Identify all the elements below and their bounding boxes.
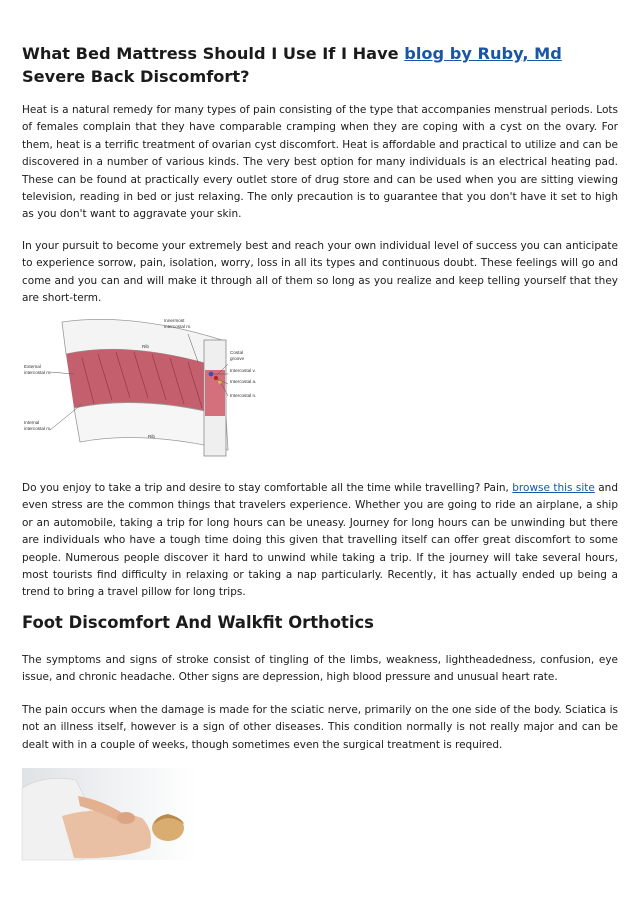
paragraph-travel — [22, 480, 618, 602]
label-rib-bottom: Rib — [148, 434, 155, 439]
travel-text-end: and even stress are the common things that travelers experience. Whether you are going to ride an airplane, a ship or an automobile, taking a trip for long hours can be uneasy. Journey for long hours can be unwinding but there are individuals who have a tough time doing this given that travelling itself can offer great discomfort to some people. Numerous people discover it hard to unwind while taking a trip. If the journey will take several hours, most tourists find difficulty in relaxing or taking a nap particularly. Recently, it has actually ended up being a trend to bring a travel pillow for long trips. — [22, 482, 618, 599]
label-intercostal-vein: Intercostal v. — [230, 368, 256, 373]
title-text-end: Severe Back Discomfort? — [22, 67, 250, 86]
title-link[interactable]: blog by Ruby, Md — [404, 44, 562, 63]
paragraph-stroke: The symptoms and signs of stroke consist of tingling of the limbs, weakness, lightheadedness, confusion, eye issue, and chronic headache. Other signs are depression, high blood pressure and unusual heart rate. — [22, 654, 618, 684]
label-external-muscle: intercostal m. — [24, 370, 52, 375]
label-groove: groove — [230, 356, 245, 361]
label-rib-top: Rib — [142, 344, 149, 349]
article-title — [22, 42, 618, 88]
label-intercostal-nerve: Intercostal n. — [230, 393, 257, 398]
label-innermost: Innermost — [164, 318, 185, 323]
label-innermost-muscle: intercostal m. — [164, 324, 192, 329]
browse-this-site-link[interactable]: browse this site — [512, 482, 595, 494]
label-internal: Internal — [24, 420, 40, 425]
label-costal: Costal — [230, 350, 244, 355]
travel-text-start: Do you enjoy to take a trip and desire to stay comfortable all the time while travelling? Pain, — [22, 482, 513, 494]
title-text-start: What Bed Mattress Should I Use If I Have — [22, 44, 405, 63]
paragraph-pursuit: In your pursuit to become your extremely best and reach your own individual level of success you can anticipate to experience sorrow, pain, isolation, worry, loss in all its types and continuous doubt. These feelings will go and come and you can and will make it through all of them so long as you realize and keep telling yourself that they are short-term. — [22, 240, 618, 305]
back-treatment-photo — [22, 768, 198, 860]
label-internal-muscle: intercostal m. — [24, 426, 52, 431]
label-external: External — [24, 364, 41, 369]
label-intercostal-artery: Intercostal a. — [230, 379, 257, 384]
paragraph-heat: Heat is a natural remedy for many types of pain consisting of the type that accompanies menstrual periods. Lots of females complain that they have comparable cramping when they are coping with a cyst on the ovary. For them, heat is a terrific treatment of ovarian cyst discomfort. Heat is affordable and practical to utilize and can be discovered in a number of various kinds. The very best option for many individuals is an electrical heating pad. These can be found at practically every outlet store of drug store and can be used when you are sitting viewing television, reading in bed or just relaxing. The only precaution is to guarantee that you don't have it set to high as you don't want to aggravate your skin. — [22, 104, 618, 221]
paragraph-sciatica: The pain occurs when the damage is made for the sciatic nerve, primarily on the one side of the body. Sciatica is not an illness itself, however is a sign of other diseases. This condition normally is not really major and can be dealt with in a couple of weeks, though sometimes even the surgical treatment is required. — [22, 704, 618, 751]
section-heading: Foot Discomfort And Walkfit Orthotics — [22, 613, 374, 632]
intercostal-anatomy-figure — [22, 312, 257, 464]
